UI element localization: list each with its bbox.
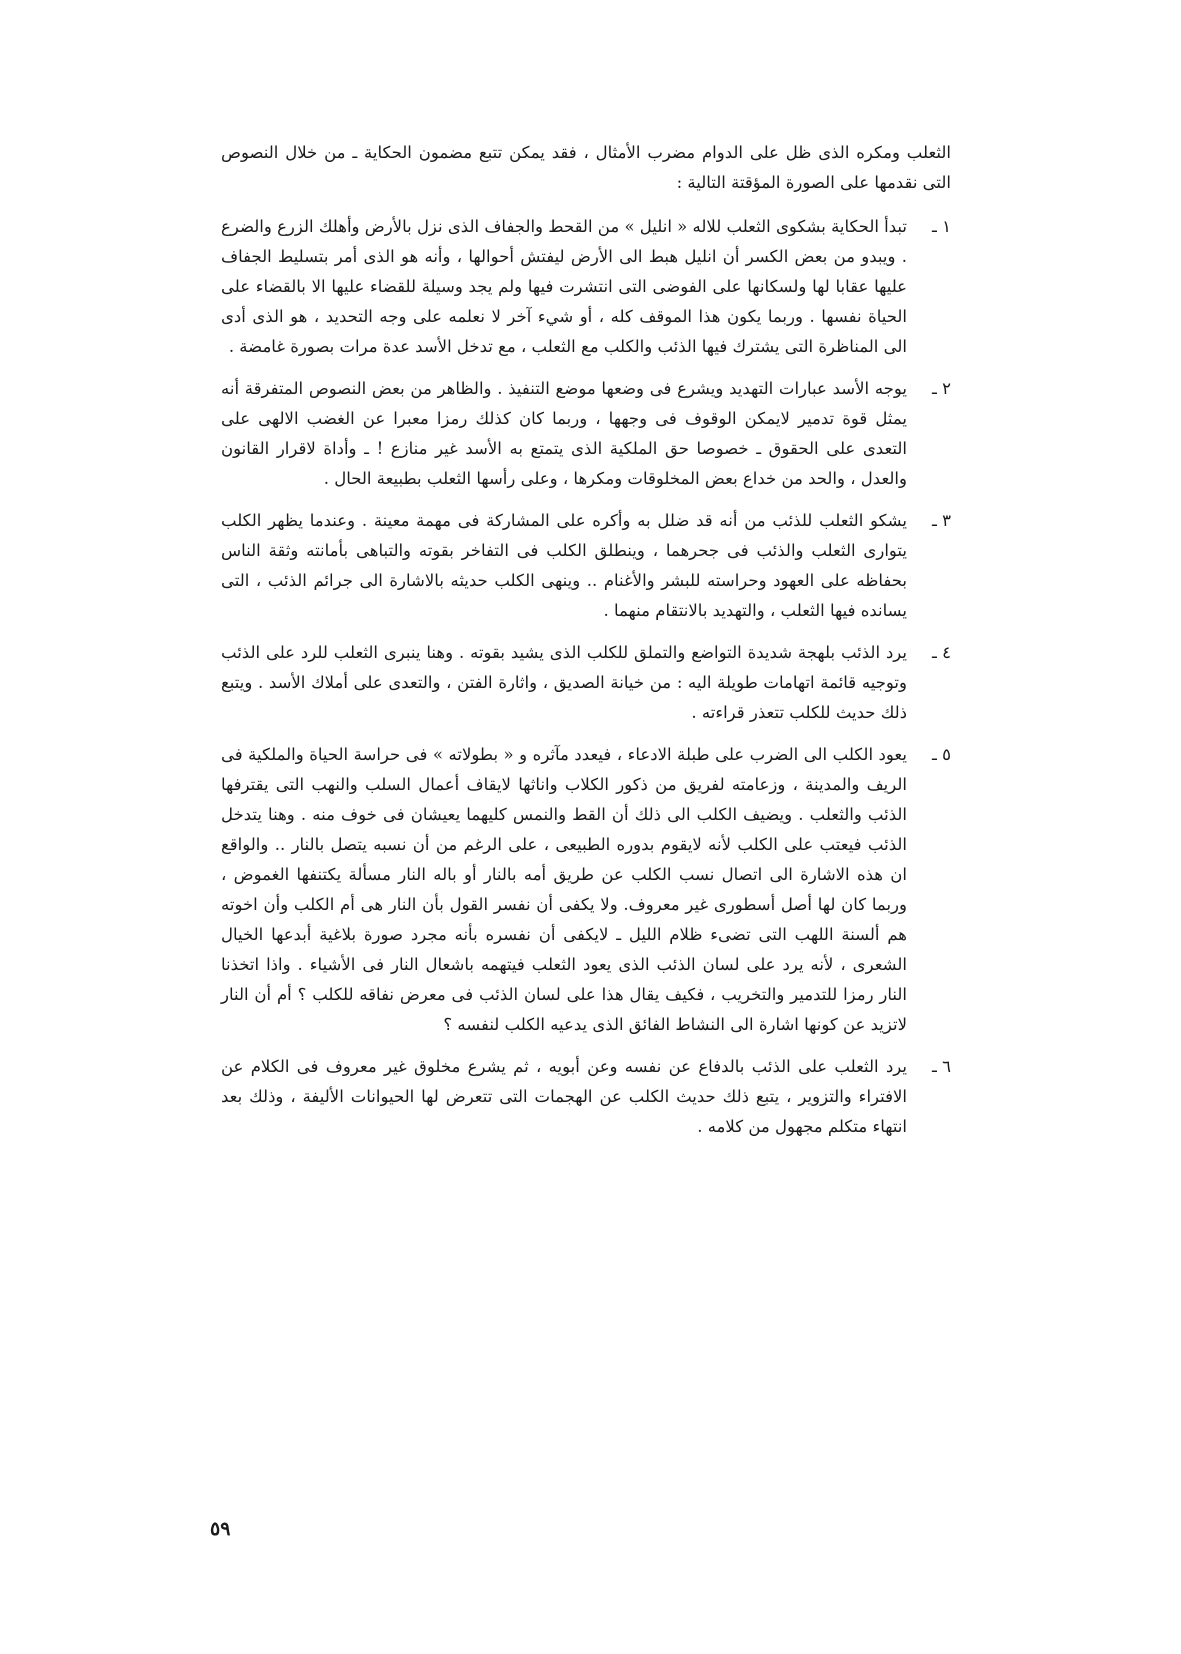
item-number: ٢ ـ [932, 379, 951, 398]
page-text [221, 138, 951, 1154]
item-text: يرد الذئب بلهجة شديدة التواضع والتملق للكلب الذى يشيد بقوته . وهنا ينبرى الثعلب للرد على الذئب وتوجيه قائمة اتهامات طويلة اليه : من خيانة الصديق ، واثارة الفتن ، والتعدى على أملاك الأسد . ويتبع ذلك حديث للكلب تتعذر قراءته . [221, 643, 907, 722]
numbered-item-2 [221, 374, 951, 494]
item-number: ٤ ـ [932, 643, 951, 662]
item-number: ٥ ـ [932, 745, 951, 764]
item-text: تبدأ الحكاية بشكوى الثعلب للاله « انليل » من القحط والجفاف الذى نزل بالأرض وأهلك الزرع والضرع . ويبدو من بعض الكسر أن انليل هبط الى الأرض ليفتش أحوالها ، وأنه هو الذى أمر بتسليط الجفاف عليها عقابا لها ولسكانها على الفوضى التى انتشرت فيها ولم يجد وسيلة للقضاء عليها الا بالقضاء على الحياة نفسها . وربما يكون هذا الموقف كله ، أو شيء آخر لا نعلمه على وجه التحديد ، هو الذى أدى الى المناظرة التى يشترك فيها الذئب والكلب مع الثعلب ، مع تدخل الأسد عدة مرات بصورة غامضة . [221, 217, 907, 356]
item-text: يرد الثعلب على الذئب بالدفاع عن نفسه وعن أبويه ، ثم يشرع مخلوق غير معروف فى الكلام عن الافتراء والتزوير ، يتبع ذلك حديث الكلب عن الهجمات التى تتعرض لها الحيوانات الأليفة ، وذلك بعد انتهاء متكلم مجهول من كلامه . [221, 1057, 907, 1136]
item-number: ٣ ـ [932, 511, 951, 530]
numbered-item-3 [221, 506, 951, 626]
numbered-item-4 [221, 638, 951, 728]
item-text: يوجه الأسد عبارات التهديد ويشرع فى وضعها موضع التنفيذ . والظاهر من بعض النصوص المتفرقة أنه يمثل قوة تدمير لايمكن الوقوف فى وجهها ، وربما كان كذلك رمزا معبرا عن الغضب الالهى على التعدى على الحقوق ـ خصوصا حق الملكية الذى يتمتع به الأسد غير منازع ! ـ وأداة لاقرار القانون والعدل ، والحد من خداع بعض المخلوقات ومكرها ، وعلى رأسها الثعلب بطبيعة الحال . [221, 379, 907, 488]
numbered-item-1 [221, 212, 951, 362]
page-number: ٥٩ [210, 1518, 231, 1540]
item-number: ١ ـ [932, 217, 951, 236]
item-text: يشكو الثعلب للذئب من أنه قد ضلل به وأكره على المشاركة فى مهمة معينة . وعندما يظهر الكلب يتوارى الثعلب والذئب فى جحرهما ، وينطلق الكلب فى التفاخر بقوته والتباهى بأمانته وثقة الناس بحفاظه على العهود وحراسته للبشر والأغنام .. وينهى الكلب حديثه بالاشارة الى جرائم الذئب ، التى يسانده فيها الثعلب ، والتهديد بالانتقام منهما . [221, 511, 907, 620]
item-text: يعود الكلب الى الضرب على طبلة الادعاء ، فيعدد مآثره و « بطولاته » فى حراسة الحياة والملكية فى الريف والمدينة ، وزعامته لفريق من ذكور الكلاب واناثها لايقاف أعمال السلب والنهب التى يقترفها الذئب والثعلب . ويضيف الكلب الى ذلك أن القط والنمس كليهما يعيشان فى خوف منه . وهنا يتدخل الذئب فيعتب على الكلب لأنه لايقوم بدوره الطبيعى ، على الرغم من أن نسبه يتصل بالنار .. والواقع ان هذه الاشارة الى اتصال نسب الكلب عن طريق أمه بالنار أو باله النار مسألة يكتنفها الغموض ، وربما كان لها أصل أسطورى غير معروف. ولا يكفى أن نفسر القول بأن النار هى أم الكلب وأن اخوته هم ألسنة اللهب التى تضىء ظلام الليل ـ لايكفى أن نفسره بأنه مجرد صورة بلاغية أبدعها الخيال الشعرى ، لأنه يرد على لسان الذئب الذى يعود الثعلب فيتهمه باشعال النار فى الأشياء . واذا اتخذنا النار رمزا للتدمير والتخريب ، فكيف يقال هذا على لسان الذئب فى معرض نفاقه للكلب ؟ أم أن النار لاتزيد عن كونها اشارة الى النشاط الفائق الذى يدعيه الكلب لنفسه ؟ [221, 745, 907, 1034]
intro-paragraph: الثعلب ومكره الذى ظل على الدوام مضرب الأمثال ، فقد يمكن تتبع مضمون الحكاية ـ من خلال النصوص التى نقدمها على الصورة المؤقتة التالية : [221, 143, 951, 192]
numbered-item-5 [221, 740, 951, 1040]
numbered-item-6 [221, 1052, 951, 1142]
item-number: ٦ ـ [932, 1057, 951, 1076]
